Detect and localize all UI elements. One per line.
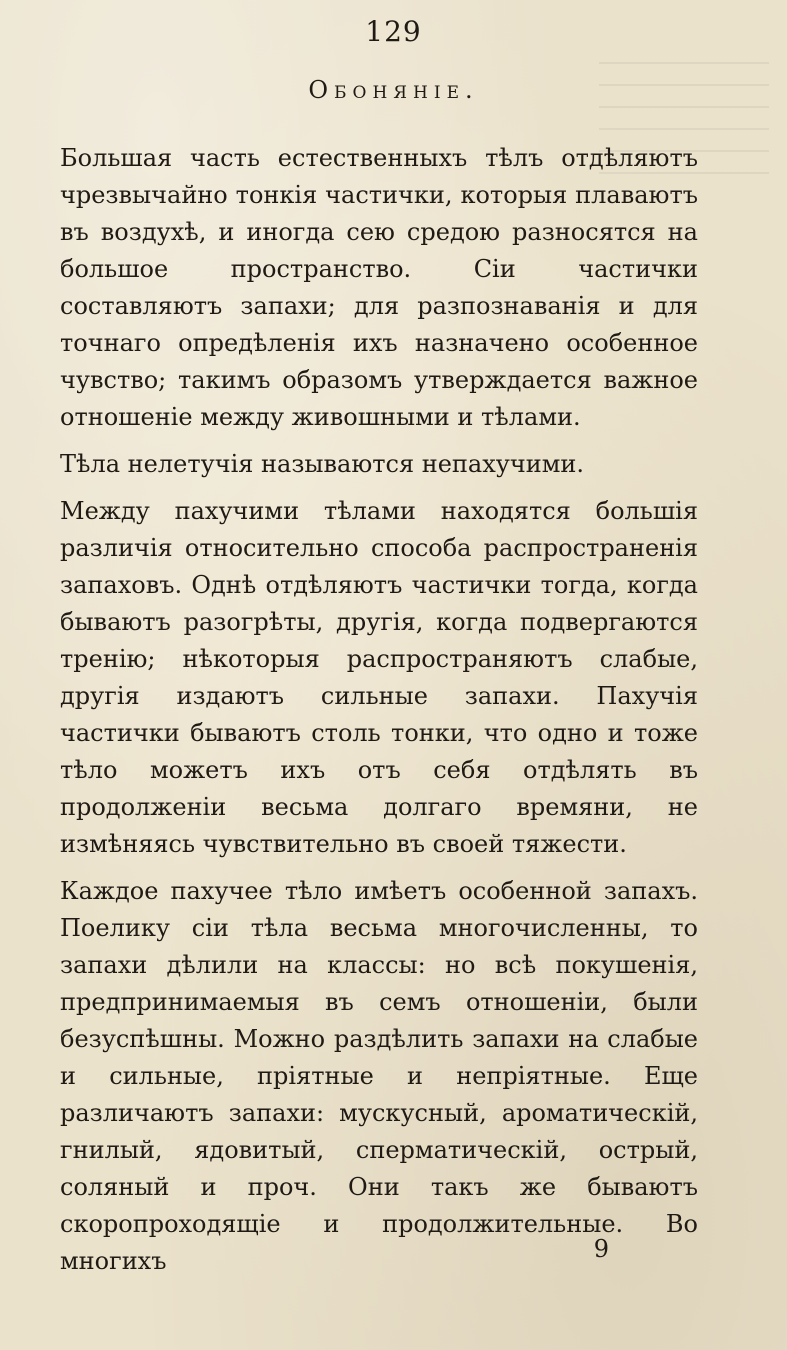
section-title: Обоняніе. (308, 76, 479, 104)
page-number: 129 (365, 15, 422, 48)
paragraph-4: Каждое пахучее тѣло имѣетъ особенной запахъ. Поелику сіи тѣла весьма многочисленны, то запахи дѣлили на классы: но всѣ покушенія, предпринимаемыя въ семъ отношеніи, были безуспѣшны. Можно раздѣлить запахи на слабые и сильные, пріятные и непріятные. Еще различаютъ запахи: мускусный, ароматическій, гнилый, ядовитый, сперматическій, острый, соляный и проч. Они такъ же бываютъ скоропроходящіе и продолжительные. Во многихъ (60, 877, 698, 1275)
signature-mark: 9 (593, 1235, 609, 1263)
paragraph-3: Между пахучими тѣлами находятся большія различія относительно способа распространенія запаховъ. Однѣ отдѣляютъ частички тогда, когда бываютъ разогрѣты, другія, когда подвергаются тренію; нѣкоторыя распространяютъ слабые, другія издаютъ сильные запахи. Пахучія частички бываютъ столь тонки, что одно и тоже тѣло можетъ ихъ отъ себя отдѣлять въ продолженіи весьма долгаго времяни, не измѣняясь чувствительно въ своей тяжести. (60, 497, 698, 858)
paragraph-2: Тѣла нелетучія называются непахучими. (60, 450, 585, 478)
paragraph-1: Большая часть естественныхъ тѣлъ отдѣляютъ чрезвычайно тонкія частички, которыя плаваютъ въ воздухѣ, и иногда сею средою разносятся на большое пространство. Сіи частички составляютъ запахи; для разпознаванія и для точнаго опредѣленія ихъ назначено особенное чувство; такимъ образомъ утверждается важное отношеніе между живошными и тѣлами. (60, 144, 698, 431)
body-text (60, 140, 698, 1280)
